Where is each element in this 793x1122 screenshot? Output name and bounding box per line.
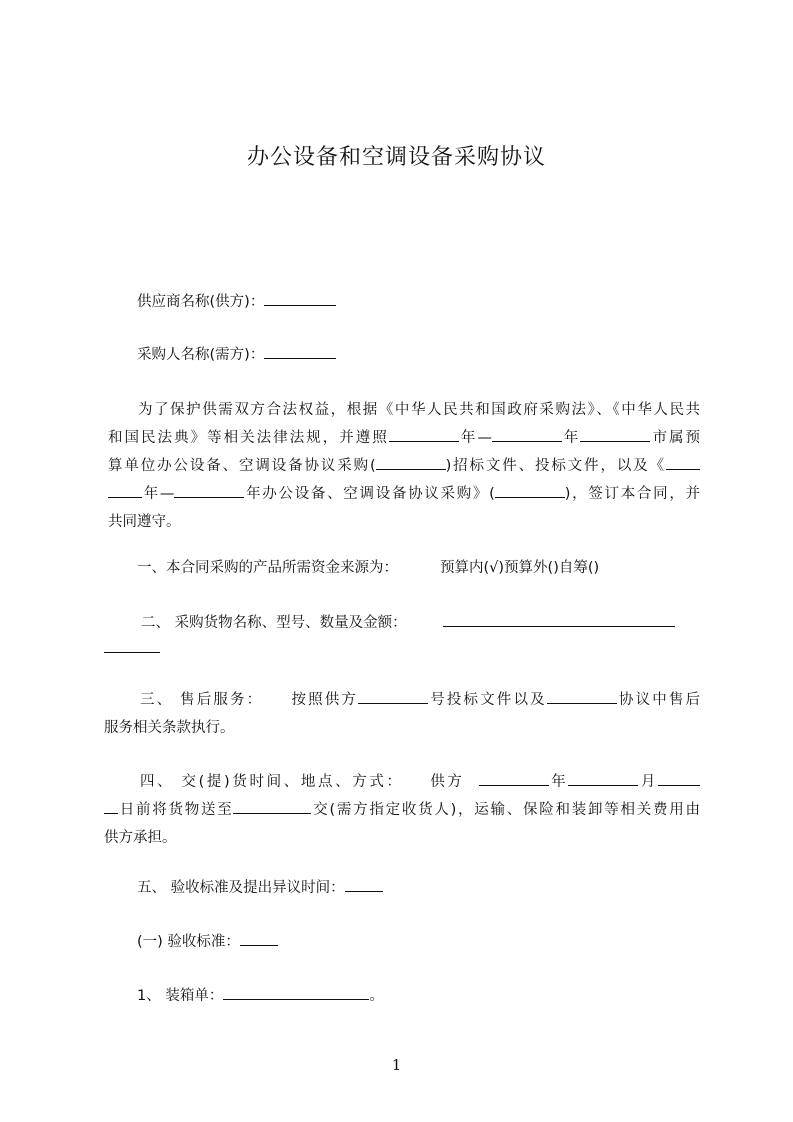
- buyer-blank: [264, 344, 336, 359]
- supplier-blank: [264, 291, 336, 306]
- section-2-continuation: [104, 638, 160, 659]
- page-number: 1: [391, 1056, 402, 1074]
- buyer-label: 采购人名称(需方)：: [137, 347, 265, 363]
- intro-row-5: 共同遵守。: [108, 514, 181, 530]
- intro-row-2: 和国民法典》等相关法律法规，并遵照 年— 年 市属预: [108, 424, 700, 452]
- subsection-1-label: (一) 验收标准：: [137, 934, 240, 950]
- section-2: [141, 612, 675, 633]
- section-3-label: 三、 售后服务：: [140, 692, 264, 708]
- section-2-label: 二、 采购货物名称、型号、数量及金额：: [141, 615, 407, 631]
- supplier-line: [137, 291, 336, 312]
- section-5-label: 五、 验收标准及提出异议时间：: [137, 880, 345, 896]
- section-4-label: 四、 交(提)货时间、地点、方式：: [140, 774, 404, 790]
- item-1-blank: [223, 985, 369, 1000]
- item-1-label: 1、 装箱单：: [137, 988, 224, 1004]
- subsection-1: [137, 931, 278, 952]
- buyer-line: [137, 344, 336, 365]
- section-3-row-1: 三、 售后服务： 按照供方 号投标文件以及 协议中售后: [104, 686, 700, 714]
- section-4-row-3: 供方承担。: [104, 830, 177, 846]
- intro-row-1: 为了保护供需双方合法权益，根据《中华人民共和国政府采购法》、《中华人民共: [138, 402, 700, 418]
- section-5-blank: [345, 877, 383, 892]
- intro-row-4: 年— 年办公设备、空调设备协议采购》( )，签订本合同，并: [108, 480, 700, 508]
- subsection-1-blank: [240, 931, 278, 946]
- intro-paragraph: [108, 396, 700, 536]
- section-5: [137, 877, 383, 898]
- section-1-label: 一、本合同采购的产品所需资金来源为：: [137, 560, 398, 576]
- section-4-row-2: 日前将货物送至 交(需方指定收货人)，运输、保险和装卸等相关费用由: [104, 796, 700, 824]
- document-title: 办公设备和空调设备采购协议: [246, 145, 546, 170]
- section-4: [104, 768, 700, 852]
- section-3-row-2: 服务相关条款执行。: [104, 720, 235, 736]
- section-3: [104, 686, 700, 742]
- section-2-blank: [443, 612, 675, 627]
- funding-options: 预算内(√)预算外()自筹(): [440, 560, 600, 576]
- intro-row-3: 算单位办公设备、空调设备协议采购( )招标文件、投标文件，以及《: [108, 452, 700, 480]
- supplier-label: 供应商名称(供方)：: [137, 294, 265, 310]
- item-1: 1、 装箱单： 。: [137, 985, 384, 1006]
- section-4-row-1: 四、 交(提)货时间、地点、方式： 供方 年 月: [104, 768, 700, 796]
- section-1: [137, 558, 599, 578]
